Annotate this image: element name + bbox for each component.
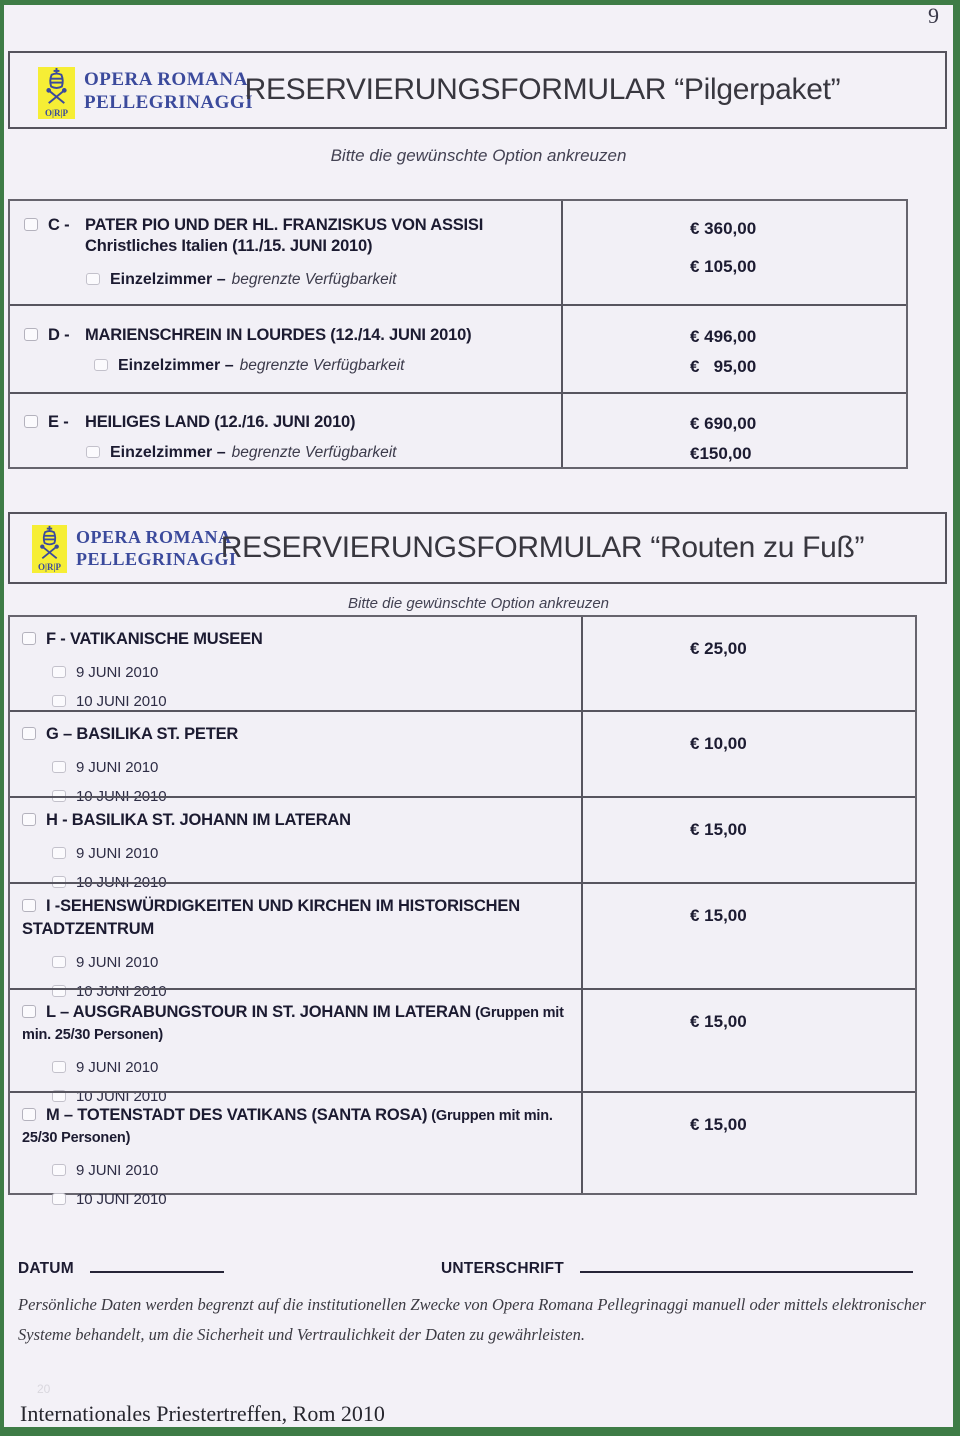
option-d-checkbox[interactable] <box>24 328 38 341</box>
option-c-title-line2: Christliches Italien (11./15. JUNI 2010) <box>85 237 373 255</box>
page-number: 9 <box>928 3 939 28</box>
option-g-label: G – BASILIKA ST. PETER <box>46 725 239 743</box>
option-e-title-line1: HEILIGES LAND (12./16. JUNI 2010) <box>85 413 356 431</box>
logo-org-line1: OPERA ROMANA <box>84 69 248 90</box>
einzelzimmer-note: begrenzte Verfügbarkeit <box>231 271 397 288</box>
option-h-date1-label: 9 JUNI 2010 <box>76 845 159 862</box>
papal-insignia-icon <box>32 525 67 561</box>
option-m-checkbox[interactable] <box>22 1108 36 1121</box>
option-row-f <box>10 617 915 710</box>
logo-org-line2: PELLEGRINAGGI <box>76 549 237 569</box>
option-l-label-suffix: (Gruppen mit min. 25/30 Personen) <box>22 1005 564 1043</box>
einzelzimmer-d-checkbox[interactable] <box>94 359 108 371</box>
option-d-price-main: € 496,00 <box>690 327 757 346</box>
einzelzimmer-label: Einzelzimmer – <box>110 271 226 288</box>
orp-logo-emblem <box>32 525 67 573</box>
option-e-price-main: € 690,00 <box>690 414 757 433</box>
option-f-checkbox[interactable] <box>22 632 36 645</box>
orp-logo-acronym: O|R|P <box>45 108 68 118</box>
option-h-checkbox[interactable] <box>22 813 36 826</box>
option-g-date1-label: 9 JUNI 2010 <box>76 759 159 776</box>
option-f-date1-label: 9 JUNI 2010 <box>76 664 159 681</box>
option-f-label: F - VATIKANISCHE MUSEEN <box>46 630 263 648</box>
form-title-pilgerpaket: RESERVIERUNGSFORMULAR “Pilgerpaket” <box>244 73 841 106</box>
option-d-code: D - <box>48 326 70 344</box>
option-row-g <box>10 710 915 805</box>
datum-blank-line[interactable] <box>90 1256 224 1273</box>
option-i-date2-label: 10 JUNI 2010 <box>76 983 167 1000</box>
option-g-date2-label: 10 JUNI 2010 <box>76 788 167 805</box>
faint-page-number: 20 <box>37 1382 51 1396</box>
option-e-checkbox[interactable] <box>24 415 38 428</box>
option-i-price: € 15,00 <box>690 906 747 925</box>
einzelzimmer-label: Einzelzimmer – <box>118 357 234 374</box>
option-g-date1-checkbox[interactable] <box>52 761 66 773</box>
option-i-checkbox[interactable] <box>22 899 36 912</box>
option-i-date1-label: 9 JUNI 2010 <box>76 954 159 971</box>
pilgerpaket-header <box>8 51 947 129</box>
option-m-date2-checkbox[interactable] <box>52 1193 66 1205</box>
instruction-routen: Bitte die gewünschte Option ankreuzen <box>348 595 609 612</box>
option-f-date2-checkbox[interactable] <box>52 695 66 707</box>
option-f-price: € 25,00 <box>690 639 747 658</box>
logo-org-line2: PELLEGRINAGGI <box>84 92 254 113</box>
privacy-note: Persönliche Daten werden begrenzt auf die institutionellen Zwecke von Opera Romana Pellegrinaggi manuell oder mittels elektronischer Systeme behandelt, um die Sicherheit und Vertraulichkeit der Daten zu gewährleisten. <box>18 1295 926 1344</box>
option-l-date2-label: 10 JUNI 2010 <box>76 1088 167 1105</box>
event-footer-title: Internationales Priestertreffen, Rom 2010 <box>20 1401 385 1426</box>
option-row-d <box>10 304 906 392</box>
logo-org-line1: OPERA ROMANA <box>76 527 232 547</box>
papal-insignia-icon <box>38 67 75 106</box>
option-c-checkbox[interactable] <box>24 218 38 231</box>
option-l-date1-label: 9 JUNI 2010 <box>76 1059 159 1076</box>
option-i-label: I -SEHENSWÜRDIGKEITEN UND KIRCHEN IM HISTORISCHEN STADTZENTRUM <box>22 897 520 938</box>
datum-label: DATUM <box>18 1260 74 1277</box>
option-d-title-line1: MARIENSCHREIN IN LOURDES (12./14. JUNI 2010) <box>85 326 472 344</box>
option-e-price-einzelzimmer: €150,00 <box>690 444 752 463</box>
einzelzimmer-note: begrenzte Verfügbarkeit <box>239 357 405 374</box>
einzelzimmer-e-checkbox[interactable] <box>86 446 100 458</box>
einzelzimmer-note: begrenzte Verfügbarkeit <box>231 444 397 461</box>
option-m-label-suffix: (Gruppen mit min. 25/30 Personen) <box>22 1108 553 1146</box>
option-row-i <box>10 882 915 1000</box>
option-m-date1-checkbox[interactable] <box>52 1164 66 1176</box>
option-c-price-einzelzimmer: € 105,00 <box>690 257 757 276</box>
option-e-code: E - <box>48 413 69 431</box>
orp-logo-emblem <box>38 67 75 119</box>
option-l-price: € 15,00 <box>690 1012 747 1031</box>
option-h-date1-checkbox[interactable] <box>52 847 66 859</box>
option-m-label: M – TOTENSTADT DES VATIKANS (SANTA ROSA) <box>46 1106 428 1124</box>
option-m-date1-label: 9 JUNI 2010 <box>76 1162 159 1179</box>
instruction-pilgerpaket: Bitte die gewünschte Option ankreuzen <box>330 146 627 165</box>
option-i-date1-checkbox[interactable] <box>52 956 66 968</box>
option-row-l <box>10 988 915 1105</box>
option-row-m <box>10 1091 915 1208</box>
option-h-date2-label: 10 JUNI 2010 <box>76 874 167 891</box>
option-l-date1-checkbox[interactable] <box>52 1061 66 1073</box>
option-m-price: € 15,00 <box>690 1115 747 1134</box>
form-title-routen: RESERVIERUNGSFORMULAR “Routen zu Fuß” <box>220 531 865 564</box>
option-row-h <box>10 796 915 891</box>
routen-header <box>8 512 947 584</box>
option-g-price: € 10,00 <box>690 734 747 753</box>
option-g-checkbox[interactable] <box>22 727 36 740</box>
option-h-price: € 15,00 <box>690 820 747 839</box>
option-l-checkbox[interactable] <box>22 1005 36 1018</box>
option-f-date2-label: 10 JUNI 2010 <box>76 693 167 710</box>
option-f-date1-checkbox[interactable] <box>52 666 66 678</box>
option-m-date2-label: 10 JUNI 2010 <box>76 1191 167 1208</box>
orp-logo-acronym: O|R|P <box>38 562 61 572</box>
option-row-e <box>10 392 906 471</box>
unterschrift-field <box>441 1256 913 1278</box>
option-c-code: C - <box>48 216 70 234</box>
option-c-title-line1: PATER PIO UND DER HL. FRANZISKUS VON ASSISI <box>85 216 484 234</box>
datum-field <box>18 1256 224 1278</box>
unterschrift-blank-line[interactable] <box>580 1256 913 1273</box>
option-c-price-main: € 360,00 <box>690 219 757 238</box>
option-l-label: L – AUSGRABUNGSTOUR IN ST. JOHANN IM LATERAN <box>46 1003 472 1021</box>
unterschrift-label: UNTERSCHRIFT <box>441 1260 564 1277</box>
routen-table <box>8 615 917 1208</box>
pilgerpaket-table <box>8 199 908 469</box>
option-d-price-einzelzimmer: € 95,00 <box>690 357 757 376</box>
einzelzimmer-label: Einzelzimmer – <box>110 444 226 461</box>
einzelzimmer-c-checkbox[interactable] <box>86 273 100 285</box>
option-h-label: H - BASILIKA ST. JOHANN IM LATERAN <box>46 811 351 829</box>
option-row-c <box>10 201 906 304</box>
